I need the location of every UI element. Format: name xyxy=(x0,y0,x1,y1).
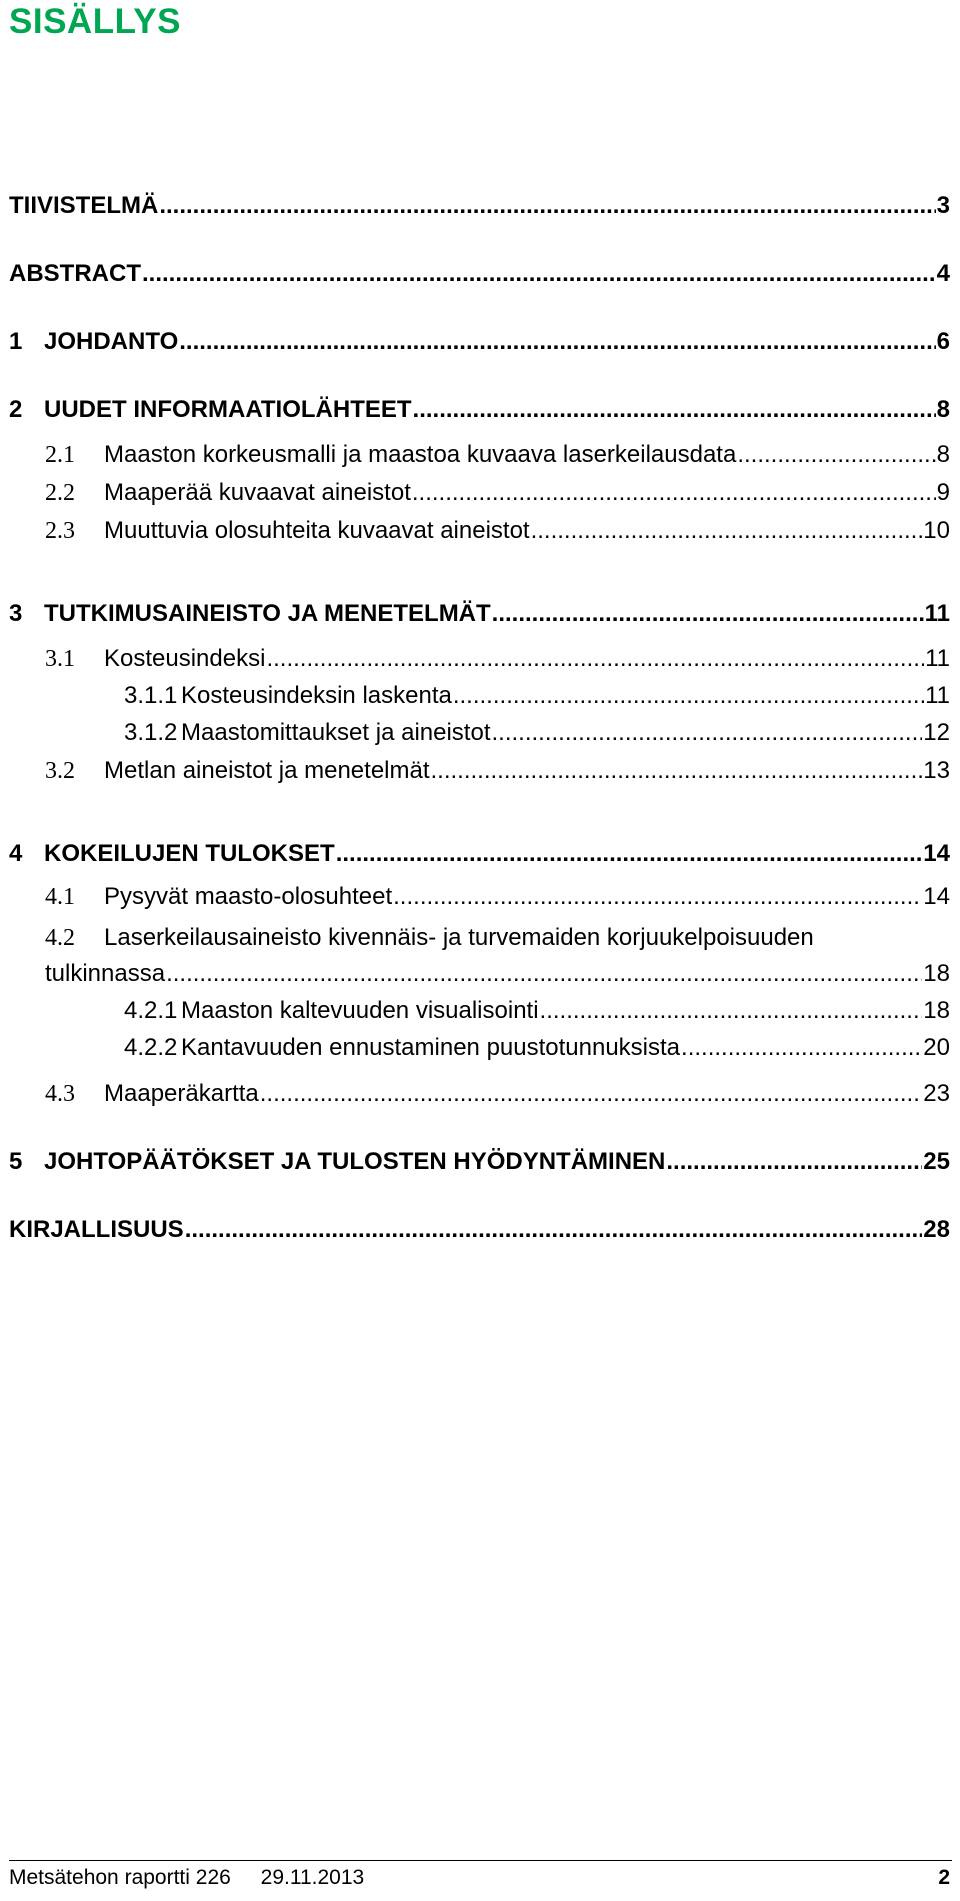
toc-entry[interactable] xyxy=(45,883,950,911)
toc-entry-page: 18 xyxy=(923,960,950,987)
toc-entry-label: Maaperäkartta xyxy=(104,1080,259,1107)
toc-entry-number: 2.3 xyxy=(45,518,75,544)
toc-leader-dots xyxy=(681,1034,922,1062)
toc-entry-label: TIIVISTELMÄ xyxy=(9,192,159,219)
toc-leader-dots xyxy=(453,682,924,710)
toc-entry-number: 4 xyxy=(9,840,23,867)
toc-leader-dots xyxy=(166,960,922,988)
toc-entry[interactable] xyxy=(45,441,950,469)
toc-entry-page: 28 xyxy=(923,1216,950,1243)
toc-leader-dots xyxy=(393,883,922,911)
toc-entry-page: 11 xyxy=(925,682,950,709)
toc-leader-dots xyxy=(266,645,924,673)
toc-entry-page: 14 xyxy=(923,840,950,867)
toc-entry-page: 10 xyxy=(923,517,950,544)
toc-entry-page: 25 xyxy=(923,1148,950,1175)
toc-entry-page: 14 xyxy=(923,883,950,910)
toc-entry-continuation[interactable] xyxy=(45,960,950,988)
footer-report-name: Metsätehon raportti 226 xyxy=(9,1866,231,1889)
toc-entry-number: 3.1.2 xyxy=(124,719,178,746)
toc-leader-dots xyxy=(260,1080,923,1108)
toc-entry[interactable] xyxy=(45,517,950,545)
toc-leader-dots xyxy=(540,997,923,1025)
toc-leader-dots xyxy=(531,517,923,545)
footer-page-number: 2 xyxy=(938,1866,950,1889)
toc-entry[interactable] xyxy=(124,682,950,710)
toc-entry[interactable] xyxy=(9,192,950,220)
toc-entry-label: JOHTOPÄÄTÖKSET JA TULOSTEN HYÖDYNTÄMINEN xyxy=(44,1148,666,1175)
toc-entry-label: ABSTRACT xyxy=(9,260,141,287)
toc-entry-page: 6 xyxy=(936,328,950,355)
toc-entry-page: 11 xyxy=(925,645,950,672)
toc-entry[interactable] xyxy=(9,600,950,628)
toc-entry-label: KOKEILUJEN TULOKSET xyxy=(44,840,335,867)
toc-entry-number: 3.1.1 xyxy=(124,682,178,709)
toc-entry-number: 2 xyxy=(9,396,23,423)
toc-entry-number: 3 xyxy=(9,600,23,627)
toc-leader-dots xyxy=(142,260,936,288)
toc-entry-page: 18 xyxy=(923,997,950,1024)
toc-entry-page: 9 xyxy=(936,479,950,506)
toc-entry-label: Laserkeilausaineisto kivennäis- ja turvemaiden korjuukelpoisuuden xyxy=(104,924,814,951)
toc-entry[interactable] xyxy=(9,260,950,288)
toc-entry[interactable] xyxy=(124,1034,950,1062)
footer-date: 29.11.2013 xyxy=(260,1866,365,1889)
toc-entry[interactable] xyxy=(124,997,950,1025)
toc-leader-dots xyxy=(491,719,922,747)
toc-leader-dots xyxy=(666,1148,922,1176)
toc-entry-page: 20 xyxy=(923,1034,950,1061)
toc-entry[interactable] xyxy=(9,1148,950,1176)
toc-leader-dots xyxy=(431,757,923,785)
toc-entry-label: Kosteusindeksin laskenta xyxy=(181,682,452,709)
toc-entry[interactable] xyxy=(124,719,950,747)
toc-entry-page: 3 xyxy=(936,192,950,219)
toc-entry-number: 2.2 xyxy=(45,480,75,506)
toc-entry-label: Kosteusindeksi xyxy=(104,645,266,672)
toc-entry-label: Metlan aineistot ja menetelmät xyxy=(104,757,430,784)
toc-leader-dots xyxy=(159,192,935,220)
toc-entry-label: Maaperää kuvaavat aineistot xyxy=(104,479,411,506)
toc-entry-number: 4.2.2 xyxy=(124,1034,178,1061)
toc-entry-page: 8 xyxy=(936,441,950,468)
toc-entry-label: JOHDANTO xyxy=(44,328,179,355)
toc-entry[interactable] xyxy=(45,479,950,507)
toc-entry-page: 4 xyxy=(936,260,950,287)
toc-entry-page: 11 xyxy=(924,600,950,627)
footer-divider xyxy=(9,1860,952,1861)
toc-entry-page: 13 xyxy=(923,757,950,784)
toc-entry[interactable] xyxy=(9,396,950,424)
toc-entry-label: UUDET INFORMAATIOLÄHTEET xyxy=(44,396,412,423)
toc-entry-page: 8 xyxy=(936,396,950,423)
toc-leader-dots xyxy=(413,396,936,424)
toc-entry-label: KIRJALLISUUS xyxy=(9,1216,184,1243)
toc-entry-page: 23 xyxy=(923,1080,950,1107)
toc-entry-number: 3.2 xyxy=(45,758,75,784)
toc-entry-page: 12 xyxy=(923,719,950,746)
toc-leader-dots xyxy=(412,479,936,507)
toc-entry-label: Maaston korkeusmalli ja maastoa kuvaava laserkeilausdata xyxy=(104,441,737,468)
toc-entry-label: Pysyvät maasto-olosuhteet xyxy=(104,883,393,910)
toc-entry-number: 4.2.1 xyxy=(124,997,178,1024)
footer-left xyxy=(9,1866,364,1890)
toc-entry-number: 4.2 xyxy=(45,925,75,951)
toc-entry-label: Maastomittaukset ja aineistot xyxy=(181,719,491,746)
toc-entry-label: TUTKIMUSAINEISTO JA MENETELMÄT xyxy=(44,600,491,627)
page-footer xyxy=(9,1866,950,1890)
toc-leader-dots xyxy=(492,600,924,628)
toc-leader-dots xyxy=(336,840,923,868)
toc-entry-label: Muuttuvia olosuhteita kuvaavat aineistot xyxy=(104,517,530,544)
toc-entry-label: Maaston kaltevuuden visualisointi xyxy=(181,997,539,1024)
toc-leader-dots xyxy=(737,441,935,469)
toc-entry[interactable] xyxy=(9,1216,950,1244)
toc-entry-wrapped[interactable] xyxy=(45,924,814,952)
toc-entry-number: 5 xyxy=(9,1148,23,1175)
toc-entry-number: 1 xyxy=(9,328,23,355)
toc-entry[interactable] xyxy=(45,757,950,785)
page-title: SISÄLLYS xyxy=(9,2,181,41)
toc-entry-number: 4.1 xyxy=(45,884,75,910)
toc-entry-label-continuation: tulkinnassa xyxy=(45,960,166,987)
toc-entry-number: 3.1 xyxy=(45,646,75,672)
toc-leader-dots xyxy=(179,328,935,356)
toc-entry[interactable] xyxy=(9,840,950,868)
toc-entry[interactable] xyxy=(9,328,950,356)
toc-entry[interactable] xyxy=(45,645,950,673)
toc-entry[interactable] xyxy=(45,1080,950,1108)
toc-entry-number: 2.1 xyxy=(45,442,75,468)
toc-entry-number: 4.3 xyxy=(45,1081,75,1107)
toc-entry-label: Kantavuuden ennustaminen puustotunnuksista xyxy=(181,1034,681,1061)
toc-leader-dots xyxy=(185,1216,923,1244)
